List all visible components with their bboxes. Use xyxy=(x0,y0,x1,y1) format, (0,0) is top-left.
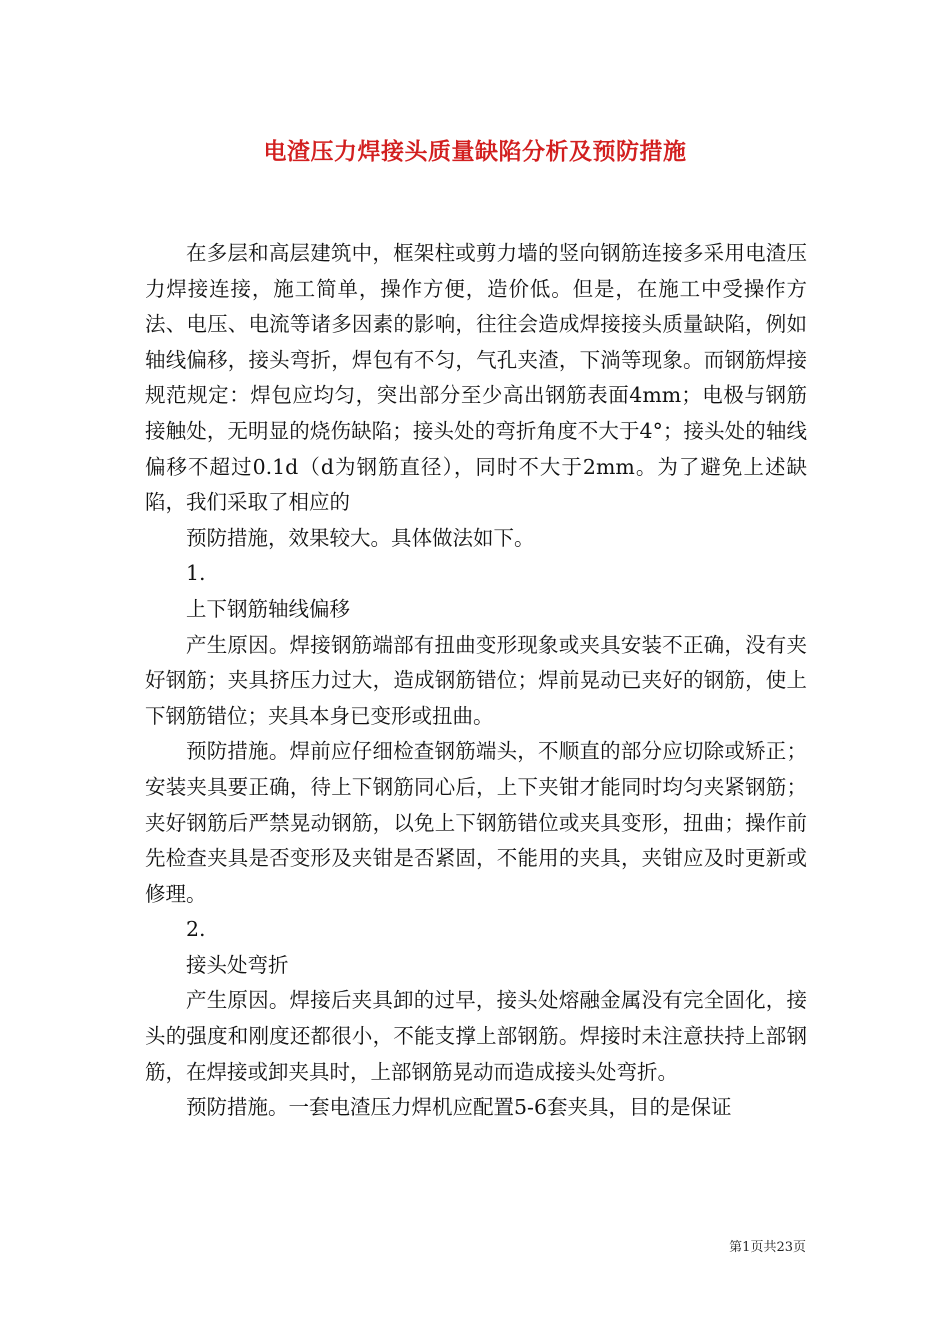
section-number-2: 2. xyxy=(186,917,206,942)
document-body xyxy=(145,236,807,1126)
paragraph-intro: 在多层和高层建筑中，框架柱或剪力墙的竖向钢筋连接多采用电渣压力焊接连接，施工简单，操作方便，造价低。但是，在施工中受操作方法、电压、电流等诸多因素的影响，往往会造成焊接接头质量缺陷，例如轴线偏移，接头弯折，焊包有不匀，气孔夹渣，下淌等现象。而钢筋焊接规范规定：焊包应均匀，突出部分至少高出钢筋表面4mm；电极与钢筋接触处，无明显的烧伤缺陷；接头处的弯折角度不大于4°；接头处的轴线偏移不超过0.1d（d为钢筋直径），同时不大于2mm。为了避免上述缺陷，我们采取了相应的 xyxy=(145,241,807,515)
paragraph-intro-continued: 预防措施，效果较大。具体做法如下。 xyxy=(186,525,535,550)
paragraph-prevention-1: 预防措施。焊前应仔细检查钢筋端头，不顺直的部分应切除或矫正；安装夹具要正确，待上下钢筋同心后，上下夹钳才能同时均匀夹紧钢筋；夹好钢筋后严禁晃动钢筋，以免上下钢筋错位或夹具变形，扭曲；操作前先检查夹具是否变形及夹钳是否紧固，不能用的夹具，夹钳应及时更新或修理。 xyxy=(145,739,807,906)
section-heading-1: 上下钢筋轴线偏移 xyxy=(186,596,350,621)
page-number-footer: 第1页共23页 xyxy=(729,1240,806,1255)
section-number-1: 1. xyxy=(186,561,206,586)
paragraph-cause-1: 产生原因。焊接钢筋端部有扭曲变形现象或夹具安装不正确，没有夹好钢筋；夹具挤压力过大，造成钢筋错位；焊前晃动已夹好的钢筋，使上下钢筋错位；夹具本身已变形或扭曲。 xyxy=(145,632,807,728)
paragraph-prevention-2: 预防措施。一套电渣压力焊机应配置5-6套夹具，目的是保证 xyxy=(186,1095,732,1120)
document-title: 电渣压力焊接头质量缺陷分析及预防措施 xyxy=(263,138,687,165)
section-heading-2: 接头处弯折 xyxy=(186,952,289,977)
paragraph-cause-2: 产生原因。焊接后夹具卸的过早，接头处熔融金属没有完全固化，接头的强度和刚度还都很小，不能支撑上部钢筋。焊接时未注意扶持上部钢筋，在焊接或卸夹具时，上部钢筋晃动而造成接头处弯折。 xyxy=(145,988,807,1084)
